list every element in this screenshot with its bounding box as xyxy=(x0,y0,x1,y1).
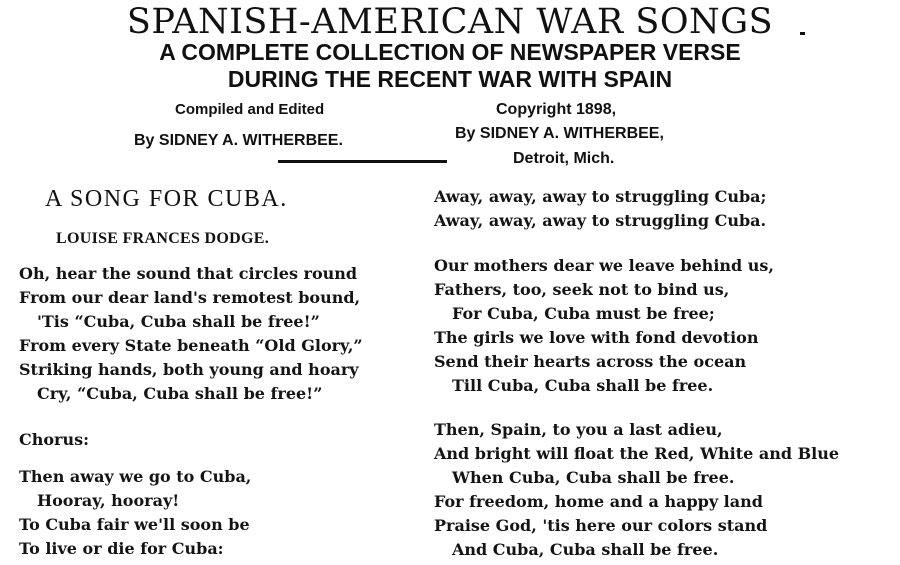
verse-line: Till Cuba, Cuba shall be free. xyxy=(452,376,714,395)
verse-line: Oh, hear the sound that circles round xyxy=(19,264,358,283)
copyright-by: By SIDNEY A. WITHERBEE, xyxy=(455,125,664,142)
chorus-line: Then away we go to Cuba, xyxy=(19,467,252,486)
copyright-line: Copyright 1898, xyxy=(496,101,617,118)
verse-1 xyxy=(19,262,363,406)
copyright-place: Detroit, Mich. xyxy=(513,150,615,167)
chorus-line: Away, away, away to struggling Cuba; xyxy=(434,187,767,206)
chorus-line: To live or die for Cuba: xyxy=(19,539,224,558)
chorus-line: Away, away, away to struggling Cuba. xyxy=(434,211,767,230)
subtitle-line-2: DURING THE RECENT WAR WITH SPAIN xyxy=(227,66,673,92)
song-title: A SONG FOR CUBA. xyxy=(45,186,288,212)
chorus-line: Hooray, hooray! xyxy=(37,491,180,510)
print-speck xyxy=(800,32,805,35)
verse-line: And bright will float the Red, White and Blue xyxy=(434,444,840,463)
header-divider xyxy=(278,160,447,163)
verse-line: Then, Spain, to you a last adieu, xyxy=(434,420,723,439)
verse-line: Striking hands, both young and hoary xyxy=(19,360,359,379)
verse-line: From our dear land's remotest bound, xyxy=(19,288,361,307)
subtitle-line-1: A COMPLETE COLLECTION OF NEWSPAPER VERSE xyxy=(159,39,741,65)
chorus-line: To Cuba fair we'll soon be xyxy=(19,515,250,534)
verse-2 xyxy=(434,254,774,398)
compiled-label: Compiled and Edited xyxy=(175,101,325,118)
page-title: SPANISH-AMERICAN WAR SONGS xyxy=(126,2,774,42)
verse-line: Send their hearts across the ocean xyxy=(434,352,747,371)
verse-line: For Cuba, Cuba must be free; xyxy=(452,304,715,323)
verse-line: And Cuba, Cuba shall be free. xyxy=(452,540,719,559)
verse-line: From every State beneath “Old Glory,” xyxy=(19,336,363,355)
chorus xyxy=(19,465,251,561)
verse-line: The girls we love with fond devotion xyxy=(434,328,759,347)
verse-line: When Cuba, Cuba shall be free. xyxy=(452,468,735,487)
verse-line: Cry, “Cuba, Cuba shall be free!” xyxy=(37,384,323,403)
chorus-ending xyxy=(434,185,766,233)
verse-line: Fathers, too, seek not to bind us, xyxy=(434,280,730,299)
chorus-label xyxy=(19,428,89,452)
verse-3 xyxy=(434,418,839,562)
chorus-label-text: Chorus: xyxy=(19,430,90,449)
compiled-by: By SIDNEY A. WITHERBEE. xyxy=(134,132,343,149)
verse-line: For freedom, home and a happy land xyxy=(434,492,763,511)
verse-line: Our mothers dear we leave behind us, xyxy=(434,256,774,275)
verse-line: 'Tis “Cuba, Cuba shall be free!” xyxy=(37,312,320,331)
verse-line: Praise God, 'tis here our colors stand xyxy=(434,516,768,535)
song-author: LOUISE FRANCES DODGE. xyxy=(56,230,270,247)
